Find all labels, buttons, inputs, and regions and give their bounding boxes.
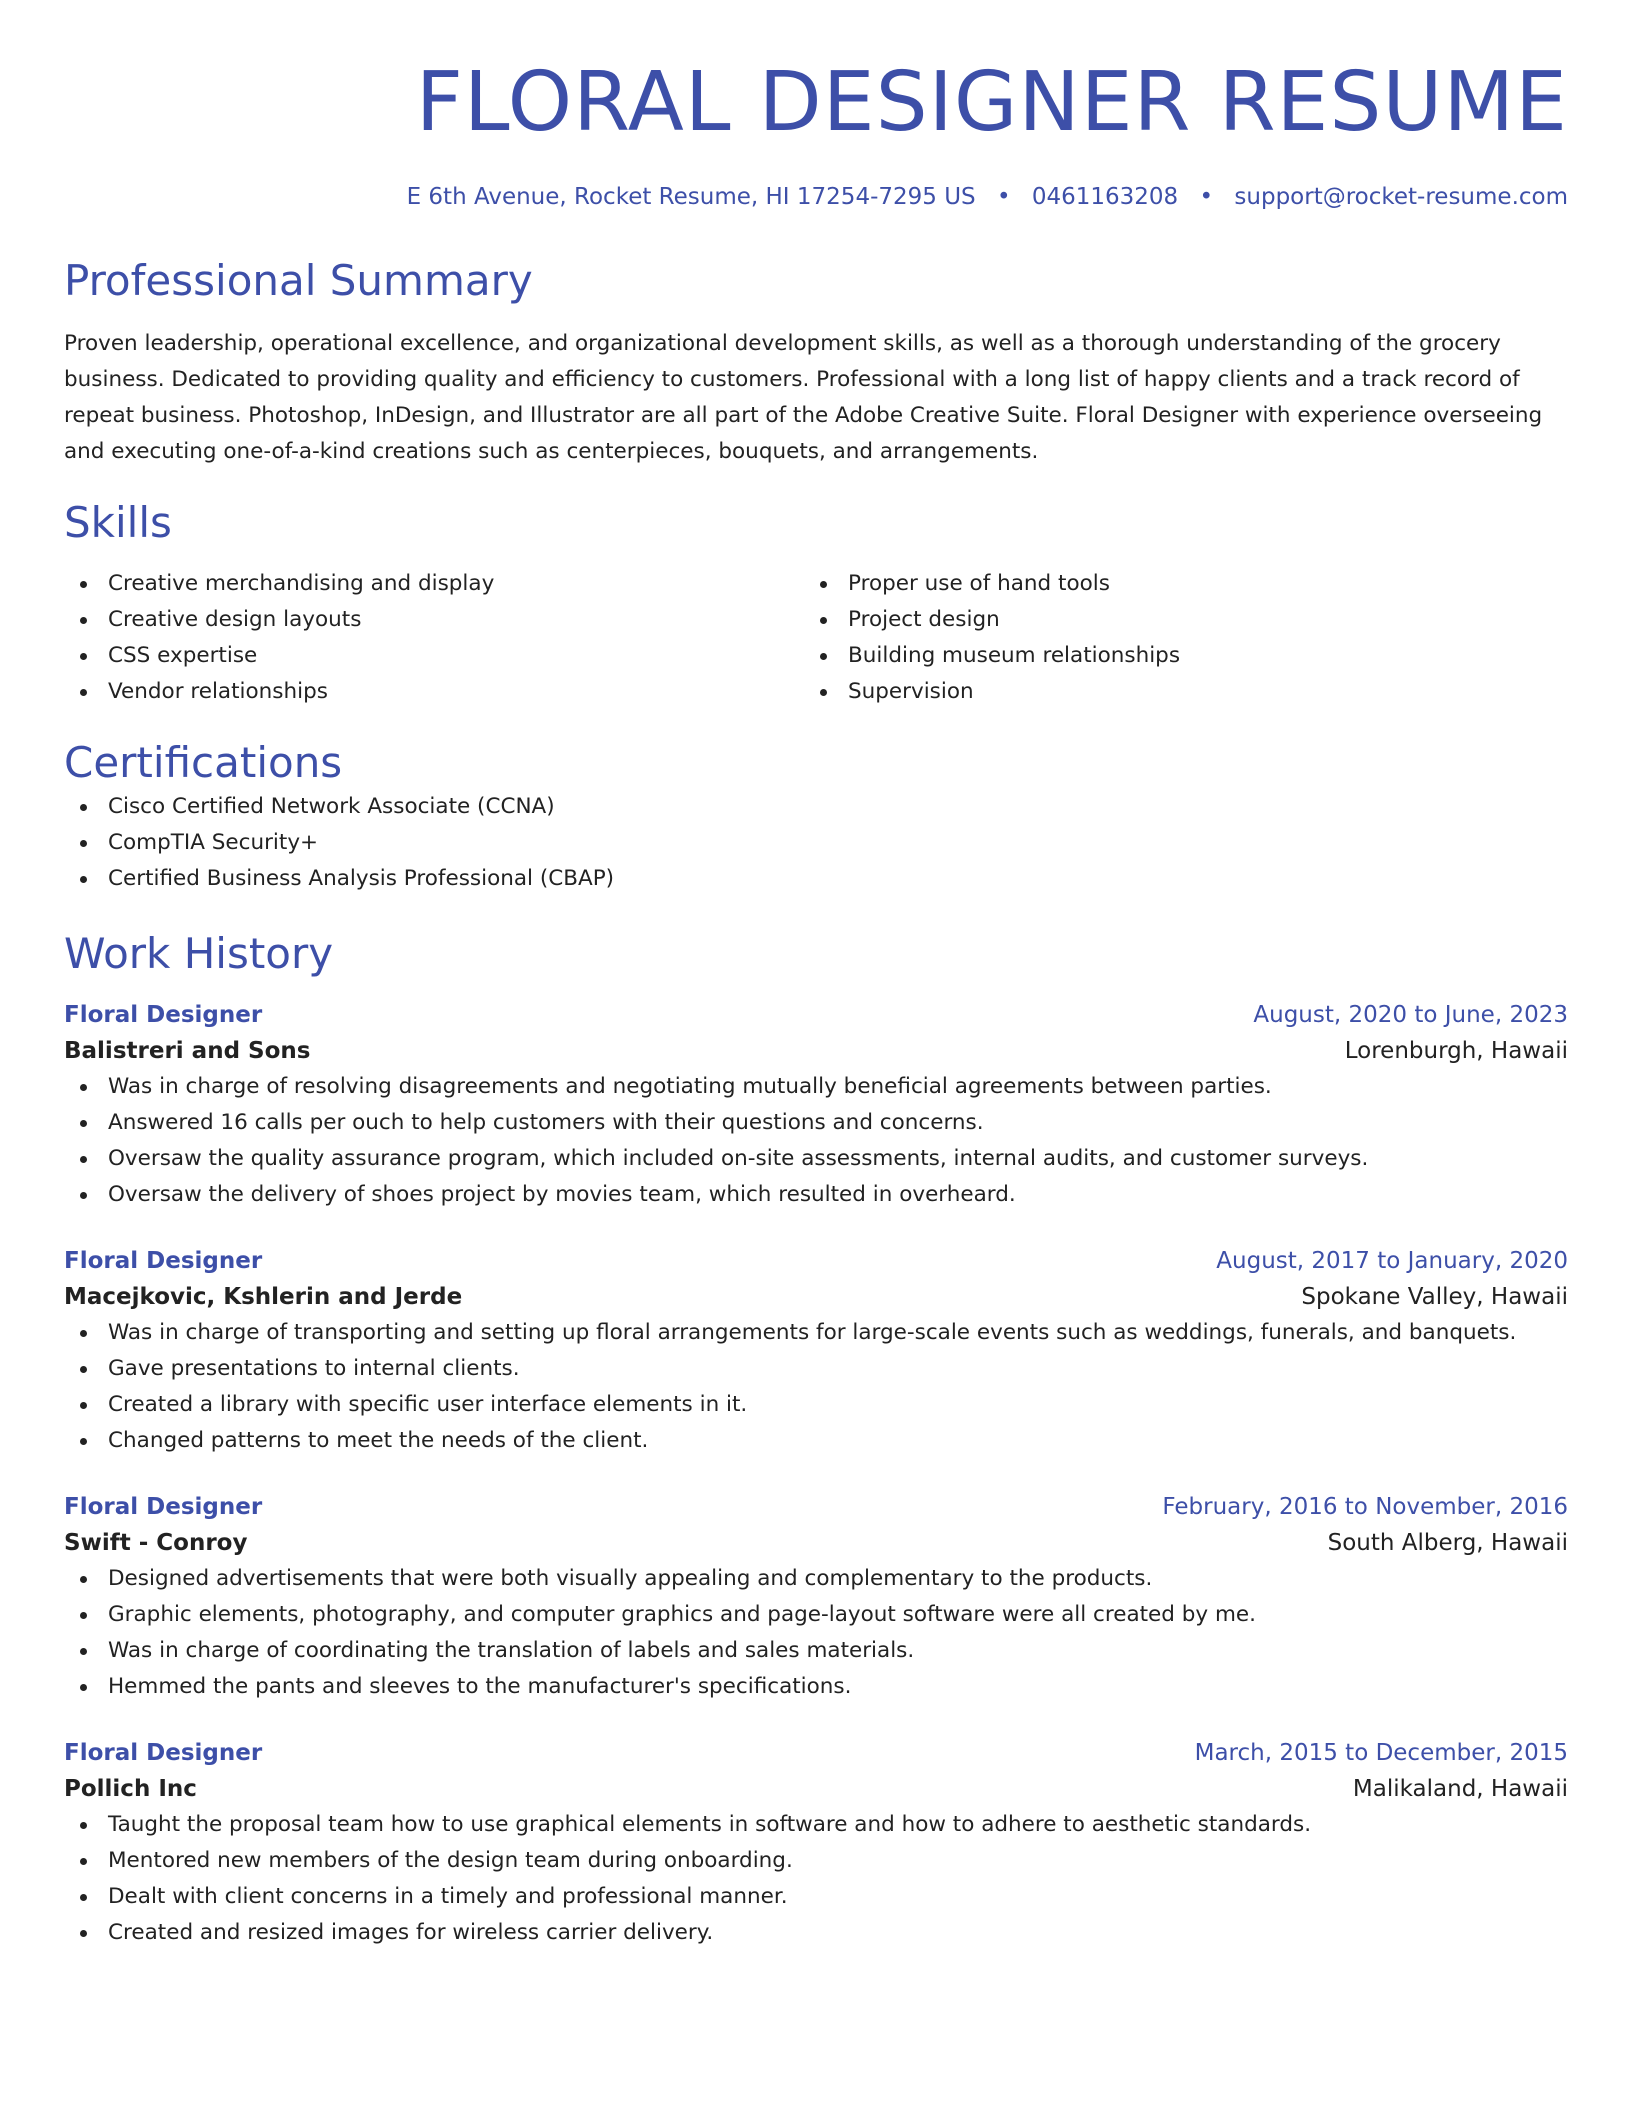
job-bullet: Dealt with client concerns in a timely and professional manner. bbox=[64, 1879, 1568, 1915]
bullet-icon bbox=[80, 1930, 87, 1937]
summary-text: Proven leadership, operational excellence, and organizational development skills, as well as a thorough understanding of the grocery business. Dedicated to providing quality and efficiency to customers. Professional with a long list of happy clients and a track record of repeat business. Photoshop, InDesign, and Illustrator are all part of the Adobe Creative Suite. Floral Designer with experience overseeing and executing one-of-a-kind creations such as centerpieces, bouquets, and arrangements. bbox=[64, 330, 1543, 464]
job-entry bbox=[64, 1735, 1568, 1951]
bullet-icon bbox=[80, 840, 87, 847]
skill-item: Supervision bbox=[804, 674, 1544, 710]
bullet-icon bbox=[80, 617, 87, 624]
job-company: Macejkovic, Kshlerin and Jerde bbox=[64, 1284, 463, 1311]
job-bullets bbox=[64, 1315, 1568, 1459]
work-history-heading: Work History bbox=[64, 928, 334, 978]
bullet-icon bbox=[820, 653, 827, 660]
bullet-icon bbox=[80, 581, 87, 588]
job-entry bbox=[64, 1489, 1568, 1705]
bullet-icon bbox=[80, 1402, 87, 1409]
contact-line bbox=[64, 184, 1568, 212]
bullet-icon bbox=[80, 1156, 87, 1163]
job-title: Floral Designer bbox=[64, 1740, 263, 1767]
job-bullet: Oversaw the quality assurance program, which included on-site assessments, internal audits, and customer surveys. bbox=[64, 1141, 1568, 1177]
contact-separator: • bbox=[996, 184, 1011, 210]
skill-item: Building museum relationships bbox=[804, 638, 1544, 674]
job-location: Lorenburgh, Hawaii bbox=[1344, 1038, 1568, 1065]
job-entry bbox=[64, 997, 1568, 1213]
job-company: Pollich Inc bbox=[64, 1776, 197, 1803]
contact-address: E 6th Avenue, Rocket Resume, HI 17254-7295 US bbox=[406, 184, 976, 210]
job-title: Floral Designer bbox=[64, 1002, 263, 1029]
contact-email[interactable]: support@rocket-resume.com bbox=[1234, 184, 1568, 210]
job-company: Swift - Conroy bbox=[64, 1530, 248, 1557]
skill-item: Vendor relationships bbox=[64, 674, 804, 710]
bullet-icon bbox=[80, 1858, 87, 1865]
job-entry bbox=[64, 1243, 1568, 1459]
bullet-icon bbox=[820, 617, 827, 624]
contact-phone[interactable]: 0461163208 bbox=[1031, 184, 1179, 210]
bullet-icon bbox=[80, 689, 87, 696]
job-bullet: Graphic elements, photography, and computer graphics and page-layout software were all created by me. bbox=[64, 1597, 1568, 1633]
skills-column-left bbox=[64, 566, 804, 710]
skill-item: Proper use of hand tools bbox=[804, 566, 1544, 602]
bullet-icon bbox=[820, 689, 827, 696]
bullet-icon bbox=[80, 1612, 87, 1619]
job-title: Floral Designer bbox=[64, 1494, 263, 1521]
job-title: Floral Designer bbox=[64, 1248, 263, 1275]
certification-item: Cisco Certified Network Associate (CCNA) bbox=[64, 789, 1568, 825]
job-bullets bbox=[64, 1069, 1568, 1213]
job-bullet: Changed patterns to meet the needs of the client. bbox=[64, 1423, 1568, 1459]
job-location: South Alberg, Hawaii bbox=[1327, 1530, 1568, 1557]
skills-column-right bbox=[804, 566, 1544, 710]
bullet-icon bbox=[80, 876, 87, 883]
job-bullet: Was in charge of transporting and setting up floral arrangements for large-scale events such as weddings, funerals, and banquets. bbox=[64, 1315, 1568, 1351]
skill-item: CSS expertise bbox=[64, 638, 804, 674]
job-dates: February, 2016 to November, 2016 bbox=[1162, 1494, 1568, 1521]
bullet-icon bbox=[80, 1192, 87, 1199]
skill-item: Project design bbox=[804, 602, 1544, 638]
job-bullet: Hemmed the pants and sleeves to the manufacturer's specifications. bbox=[64, 1669, 1568, 1705]
bullet-icon bbox=[80, 1366, 87, 1373]
summary-heading: Professional Summary bbox=[64, 255, 533, 305]
bullet-icon bbox=[820, 581, 827, 588]
bullet-icon bbox=[80, 1084, 87, 1091]
job-bullet: Created and resized images for wireless carrier delivery. bbox=[64, 1915, 1568, 1951]
certifications-list bbox=[64, 789, 1568, 897]
bullet-icon bbox=[80, 1438, 87, 1445]
job-location: Malikaland, Hawaii bbox=[1352, 1776, 1568, 1803]
job-bullets bbox=[64, 1807, 1568, 1951]
contact-separator: • bbox=[1199, 184, 1214, 210]
certification-item: Certified Business Analysis Professional (CBAP) bbox=[64, 861, 1568, 897]
bullet-icon bbox=[80, 1576, 87, 1583]
skills-heading: Skills bbox=[64, 497, 172, 547]
bullet-icon bbox=[80, 1120, 87, 1127]
resume-name: FLORAL DESIGNER RESUME bbox=[415, 55, 1568, 150]
bullet-icon bbox=[80, 804, 87, 811]
job-bullet: Was in charge of resolving disagreements and negotiating mutually beneficial agreements between parties. bbox=[64, 1069, 1568, 1105]
certification-item: CompTIA Security+ bbox=[64, 825, 1568, 861]
job-bullet: Mentored new members of the design team during onboarding. bbox=[64, 1843, 1568, 1879]
skill-item: Creative design layouts bbox=[64, 602, 804, 638]
job-location: Spokane Valley, Hawaii bbox=[1301, 1284, 1568, 1311]
work-history-list bbox=[64, 997, 1568, 1951]
job-bullets bbox=[64, 1561, 1568, 1705]
bullet-icon bbox=[80, 1648, 87, 1655]
job-company: Balistreri and Sons bbox=[64, 1038, 311, 1065]
skill-item: Creative merchandising and display bbox=[64, 566, 804, 602]
bullet-icon bbox=[80, 1330, 87, 1337]
job-dates: August, 2017 to January, 2020 bbox=[1216, 1248, 1568, 1275]
job-bullet: Oversaw the delivery of shoes project by movies team, which resulted in overheard. bbox=[64, 1177, 1568, 1213]
job-bullet: Gave presentations to internal clients. bbox=[64, 1351, 1568, 1387]
job-bullet: Was in charge of coordinating the translation of labels and sales materials. bbox=[64, 1633, 1568, 1669]
job-bullet: Answered 16 calls per ouch to help customers with their questions and concerns. bbox=[64, 1105, 1568, 1141]
job-bullet: Taught the proposal team how to use graphical elements in software and how to adhere to aesthetic standards. bbox=[64, 1807, 1568, 1843]
bullet-icon bbox=[80, 1894, 87, 1901]
skills-list bbox=[64, 566, 1568, 710]
job-bullet: Created a library with specific user interface elements in it. bbox=[64, 1387, 1568, 1423]
job-dates: March, 2015 to December, 2015 bbox=[1194, 1740, 1568, 1767]
job-bullet: Designed advertisements that were both visually appealing and complementary to the products. bbox=[64, 1561, 1568, 1597]
bullet-icon bbox=[80, 1684, 87, 1691]
bullet-icon bbox=[80, 653, 87, 660]
bullet-icon bbox=[80, 1822, 87, 1829]
job-dates: August, 2020 to June, 2023 bbox=[1253, 1002, 1568, 1029]
certifications-heading: Certifications bbox=[64, 738, 343, 788]
resume-header bbox=[64, 55, 1568, 212]
